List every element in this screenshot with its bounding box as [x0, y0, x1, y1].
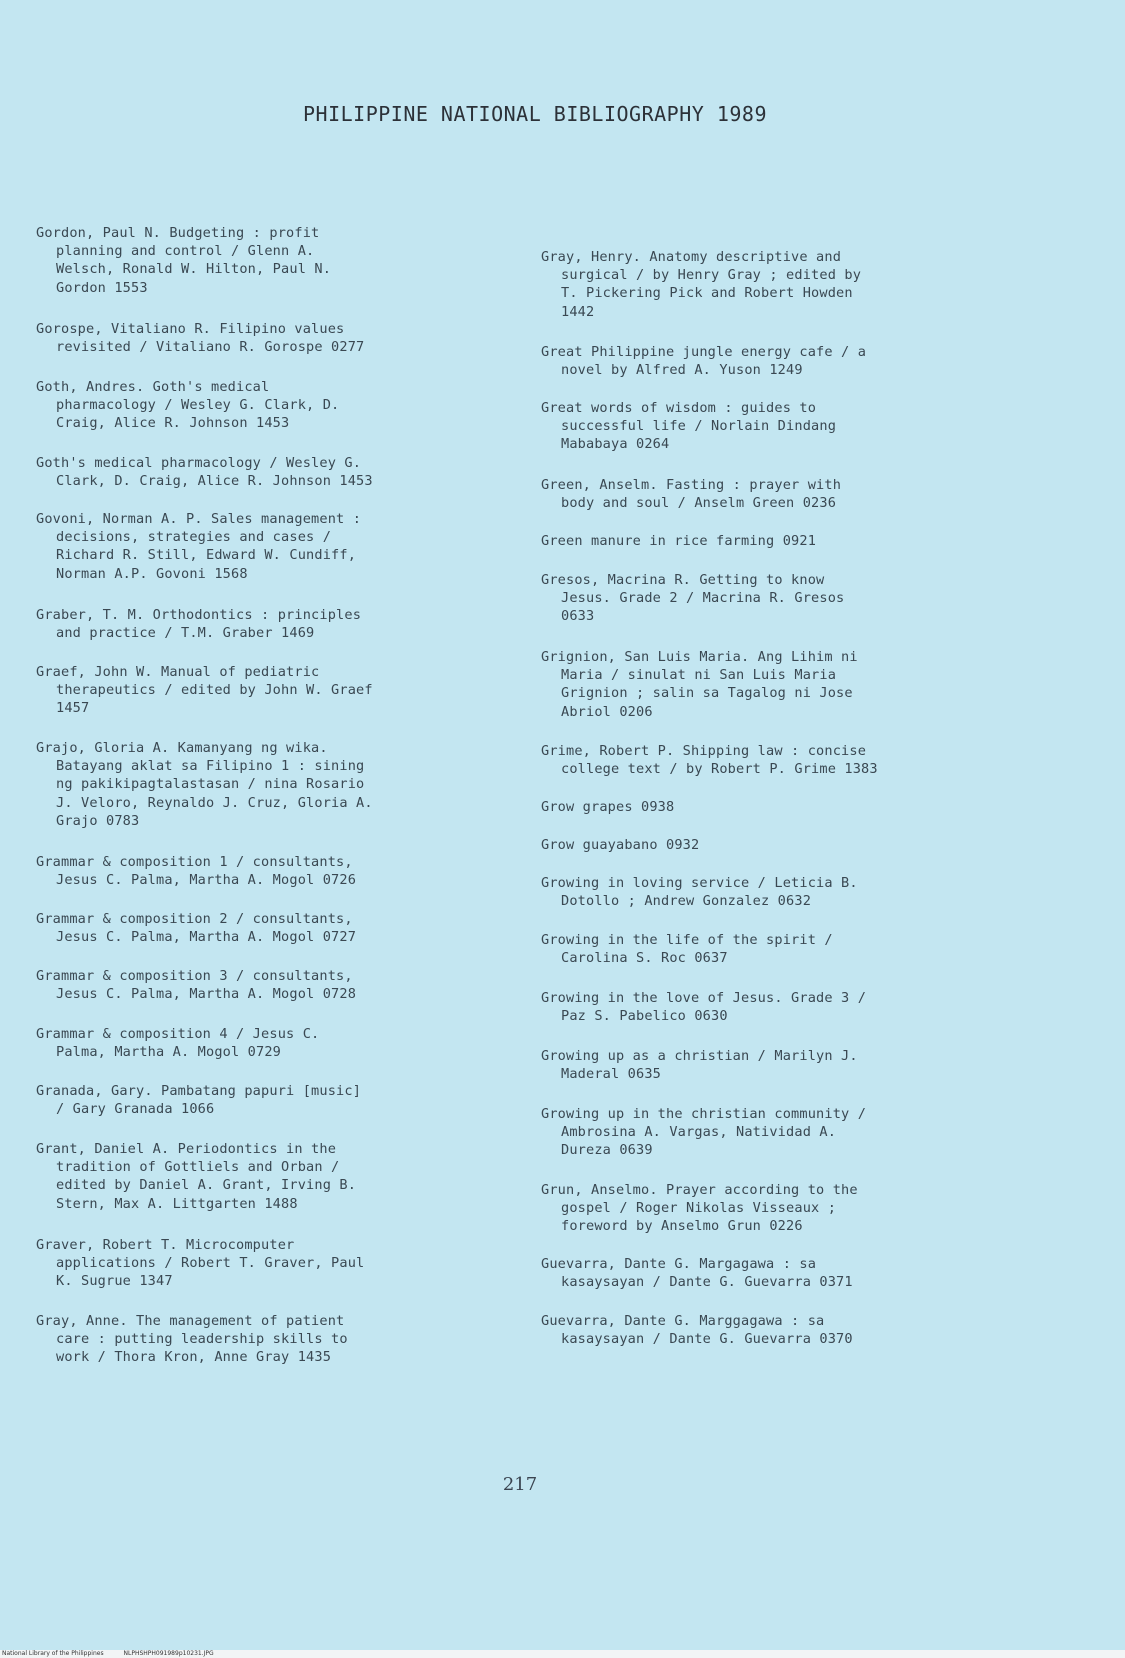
bibliography-entry: Graef, John W. Manual of pediatric therapeutics / edited by John W. Graef 1457	[36, 664, 373, 717]
bibliography-entry: Grignion, San Luis Maria. Ang Lihim ni Maria / sinulat ni San Luis Maria Grignion ; salin sa Tagalog ni Jose Abriol 0206	[541, 649, 858, 720]
bibliography-entry: Grow guayabano 0932	[541, 837, 700, 853]
page-number: 217	[502, 1474, 538, 1495]
page-title: PHILIPPINE NATIONAL BIBLIOGRAPHY 1989	[302, 102, 768, 126]
bibliography-entry: Grun, Anselmo. Prayer according to the gospel / Roger Nikolas Visseaux ; foreword by Anselmo Grun 0226	[541, 1182, 858, 1235]
bibliography-entry: Gresos, Macrina R. Getting to know Jesus. Grade 2 / Macrina R. Gresos 0633	[541, 572, 845, 625]
bibliography-entry: Grammar & composition 4 / Jesus C. Palma, Martha A. Mogol 0729	[36, 1026, 320, 1061]
bibliography-entry: Green manure in rice farming 0921	[541, 533, 817, 549]
bibliography-entry: Gray, Henry. Anatomy descriptive and surgical / by Henry Gray ; edited by T. Pickering Pick and Robert Howden 1442	[541, 249, 862, 320]
bibliography-entry: Grammar & composition 3 / consultants, Jesus C. Palma, Martha A. Mogol 0728	[36, 968, 357, 1003]
bibliography-entry: Gorospe, Vitaliano R. Filipino values revisited / Vitaliano R. Gorospe 0277	[36, 321, 365, 356]
bibliography-entry: Guevarra, Dante G. Margagawa : sa kasaysayan / Dante G. Guevarra 0371	[541, 1256, 853, 1291]
bibliography-entry: Growing up in the christian community / Ambrosina A. Vargas, Natividad A. Dureza 0639	[541, 1106, 867, 1159]
bibliography-entry: Grime, Robert P. Shipping law : concise college text / by Robert P. Grime 1383	[541, 743, 878, 778]
bibliography-entry: Graver, Robert T. Microcomputer applications / Robert T. Graver, Paul K. Sugrue 1347	[36, 1237, 365, 1290]
bibliography-entry: Growing in the love of Jesus. Grade 3 / Paz S. Pabelico 0630	[541, 990, 867, 1025]
bibliography-entry: Govoni, Norman A. P. Sales management : decisions, strategies and cases / Richard R. Still, Edward W. Cundiff, Norman A.P. Govoni 1568	[36, 511, 362, 582]
bibliography-entry: Grammar & composition 2 / consultants, Jesus C. Palma, Martha A. Mogol 0727	[36, 911, 357, 946]
bibliography-entry: Great Philippine jungle energy cafe / a novel by Alfred A. Yuson 1249	[541, 344, 867, 379]
bibliography-entry: Grammar & composition 1 / consultants, Jesus C. Palma, Martha A. Mogol 0726	[36, 854, 357, 889]
bibliography-entry: Grow grapes 0938	[541, 799, 675, 815]
bibliography-entry: Growing up as a christian / Marilyn J. Maderal 0635	[541, 1048, 858, 1083]
bibliography-entry: Gordon, Paul N. Budgeting : profit planning and control / Glenn A. Welsch, Ronald W. Hilton, Paul N. Gordon 1553	[36, 225, 332, 296]
bibliography-entry: Guevarra, Dante G. Marggagawa : sa kasaysayan / Dante G. Guevarra 0370	[541, 1313, 853, 1348]
bibliography-entry: Gray, Anne. The management of patient care : putting leadership skills to work / Thora Kron, Anne Gray 1435	[36, 1313, 348, 1366]
footer-filename: NLPHSHPH091989p10231.JPG	[123, 1650, 214, 1657]
bibliography-entry: Grajo, Gloria A. Kamanyang ng wika. Batayang aklat sa Filipino 1 : sining ng pakikipagtalastasan / nina Rosario J. Veloro, Reynaldo J. Cruz, Gloria A. Grajo 0783	[36, 740, 373, 829]
bibliography-entry: Great words of wisdom : guides to successful life / Norlain Dindang Mababaya 0264	[541, 400, 837, 453]
bibliography-entry: Green, Anselm. Fasting : prayer with body and soul / Anselm Green 0236	[541, 477, 842, 512]
bibliography-entry: Graber, T. M. Orthodontics : principles and practice / T.M. Graber 1469	[36, 607, 362, 642]
bibliography-entry: Goth, Andres. Goth's medical pharmacology / Wesley G. Clark, D. Craig, Alice R. Johnson 1453	[36, 379, 340, 432]
footer-library: National Library of the Philippines	[2, 1650, 104, 1657]
bibliography-entry: Goth's medical pharmacology / Wesley G. Clark, D. Craig, Alice R. Johnson 1453	[36, 455, 373, 490]
bibliography-entry: Growing in loving service / Leticia B. Dotollo ; Andrew Gonzalez 0632	[541, 875, 858, 910]
scan-footer	[0, 1650, 1125, 1658]
bibliography-entry: Grant, Daniel A. Periodontics in the tradition of Gottliels and Orban / edited by Daniel A. Grant, Irving B. Stern, Max A. Littgarten 1488	[36, 1141, 357, 1212]
bibliography-entry: Granada, Gary. Pambatang papuri [music] / Gary Granada 1066	[36, 1083, 362, 1118]
bibliography-entry: Growing in the life of the spirit / Carolina S. Roc 0637	[541, 932, 833, 967]
